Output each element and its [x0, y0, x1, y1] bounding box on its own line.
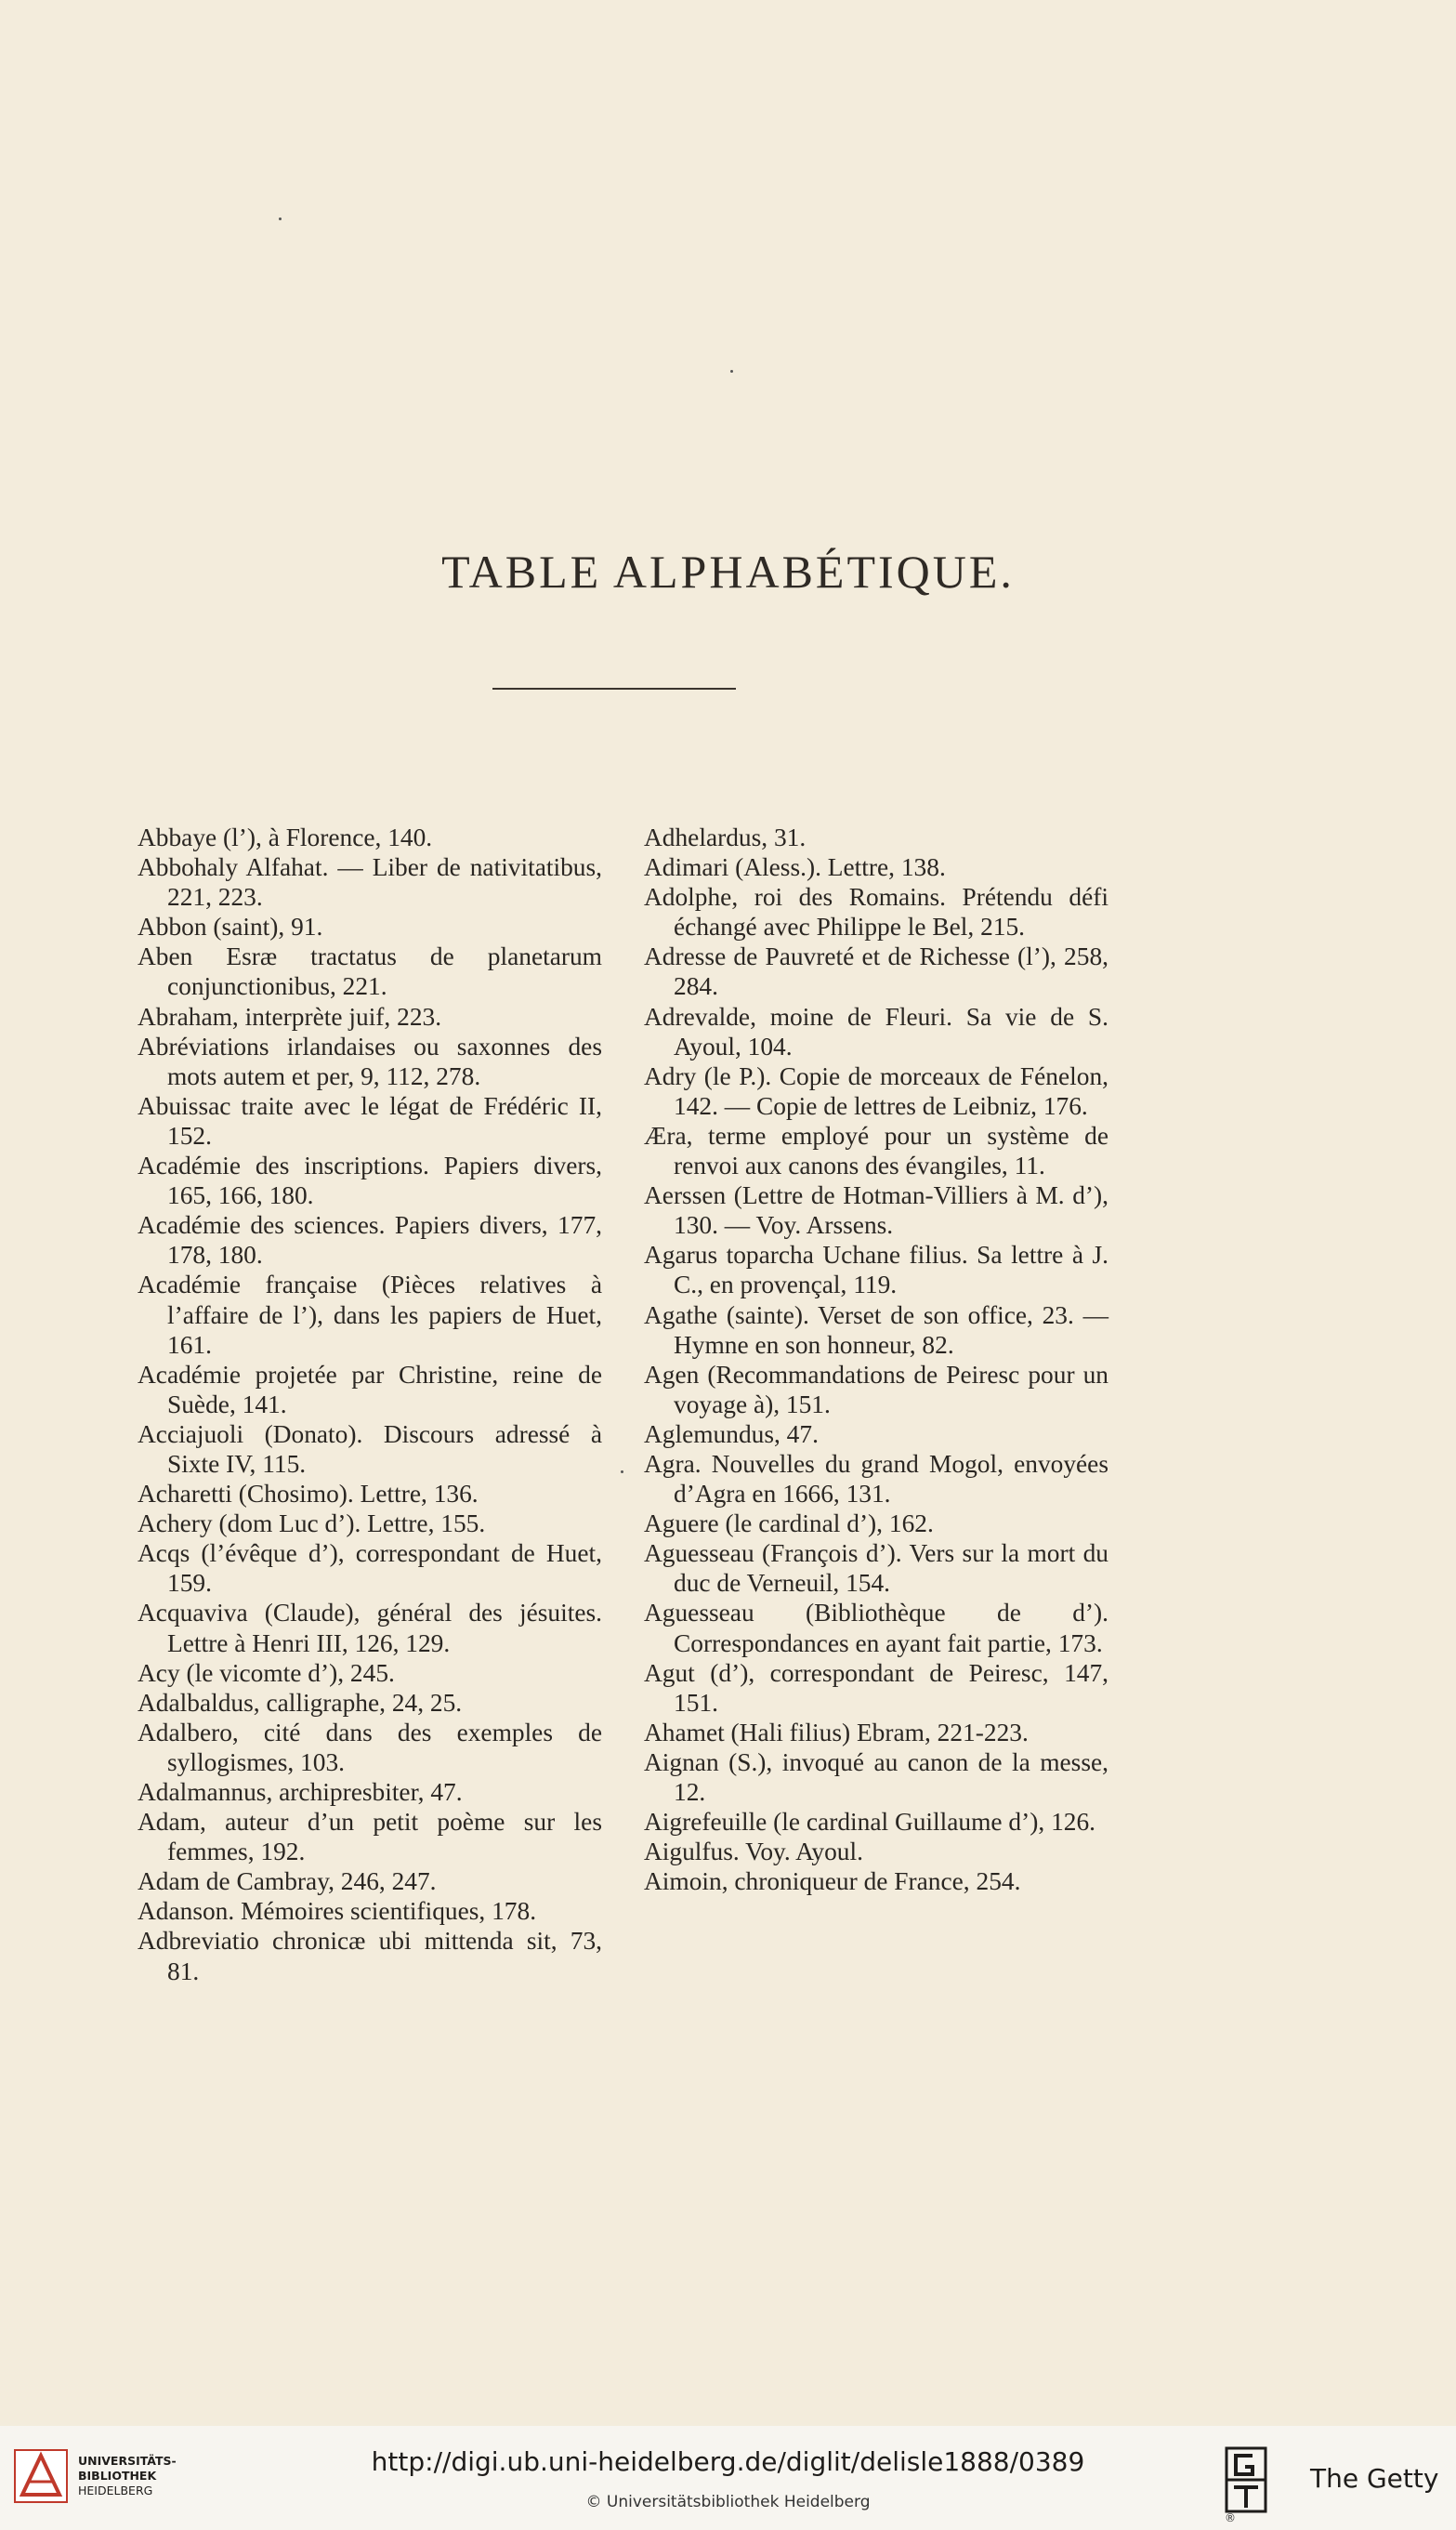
- index-entry: Adam de Cambray, 246, 247.: [138, 1867, 437, 1896]
- index-entry: Aguesseau (Bibliothèque de d’). Correspondances en ayant fait partie, 173.: [644, 1599, 1108, 1657]
- index-column-left: [138, 823, 602, 1986]
- index-entry: Agathe (sainte). Verset de son office, 23. — Hymne en son honneur, 82.: [644, 1300, 1108, 1359]
- footer-bar: [0, 2426, 1456, 2530]
- speck-mark: [730, 370, 733, 373]
- index-entry: Aignan (S.), invoqué au canon de la messe, 12.: [644, 1747, 1108, 1806]
- index-entry: Abbohaly Alfahat. — Liber de nativitatibus, 221, 223.: [138, 853, 602, 912]
- index-column-right: [644, 823, 1108, 1896]
- index-entry: Abbon (saint), 91.: [138, 913, 323, 942]
- index-entry: Aimoin, chroniqueur de France, 254.: [644, 1867, 1021, 1896]
- index-entry: Acharetti (Chosimo). Lettre, 136.: [138, 1480, 479, 1509]
- index-entry: Aigulfus. Voy. Ayoul.: [644, 1838, 863, 1866]
- library-name-line: HEIDELBERG: [78, 2484, 153, 2497]
- permalink-url[interactable]: http://digi.ub.uni-heidelberg.de/diglit/delisle1888/0389: [371, 2446, 1085, 2477]
- index-entry: Aerssen (Lettre de Hotman-Villiers à M. d’), 130. — Voy. Arssens.: [644, 1181, 1108, 1240]
- library-name-line: BIBLIOTHEK: [78, 2469, 157, 2483]
- index-entry: Abréviations irlandaises ou saxonnes des mots autem et per, 9, 112, 278.: [138, 1032, 602, 1090]
- index-entry: Académie projetée par Christine, reine de Suède, 141.: [138, 1360, 602, 1418]
- index-entry: Aguesseau (François d’). Vers sur la mort du duc de Verneuil, 154.: [644, 1539, 1108, 1598]
- index-entry: Agra. Nouvelles du grand Mogol, envoyées d’Agra en 1666, 131.: [644, 1449, 1108, 1509]
- index-entry: Ahamet (Hali filius) Ebram, 221-223.: [644, 1718, 1029, 1746]
- index-entry: Adam, auteur d’un petit poème sur les femmes, 192.: [138, 1808, 602, 1866]
- index-entry: Abuissac traite avec le légat de Frédéric II, 152.: [138, 1091, 602, 1150]
- index-entry: Adhelardus, 31.: [644, 824, 807, 851]
- library-name-line: UNIVERSITÄTS-: [78, 2454, 177, 2468]
- index-entry: Aguere (le cardinal d’), 162.: [644, 1509, 934, 1538]
- index-entry: Adbreviatio chronicæ ubi mittenda sit, 73, 81.: [138, 1927, 602, 1985]
- index-entry: Académie des sciences. Papiers divers, 177, 178, 180.: [138, 1211, 602, 1270]
- registered-mark: ®: [1225, 2511, 1236, 2524]
- page-title: TABLE ALPHABÉTIQUE.: [441, 546, 1015, 598]
- index-entry: Adimari (Aless.). Lettre, 138.: [644, 853, 946, 882]
- index-entry: Abraham, interprète juif, 223.: [138, 1002, 442, 1031]
- index-entry: Adalmannus, archipresbiter, 47.: [138, 1778, 463, 1806]
- index-entry: Agen (Recommandations de Peiresc pour un voyage à), 151.: [644, 1360, 1108, 1418]
- getty-label[interactable]: The Getty: [1310, 2463, 1439, 2494]
- index-entry: Académie des inscriptions. Papiers divers, 165, 166, 180.: [138, 1152, 602, 1210]
- index-entry: Adalbaldus, calligraphe, 24, 25.: [138, 1688, 463, 1717]
- index-entry: Adry (le P.). Copie de morceaux de Fénelon, 142. — Copie de lettres de Leibniz, 176.: [644, 1061, 1108, 1120]
- index-entry: Académie française (Pièces relatives à l’affaire de l’), dans les papiers de Huet, 161.: [138, 1271, 602, 1359]
- index-entry: Adolphe, roi des Romains. Prétendu défi échangé avec Philippe le Bel, 215.: [644, 883, 1108, 942]
- speck-mark: [279, 217, 282, 220]
- index-entry: Aigrefeuille (le cardinal Guillaume d’), 126.: [644, 1808, 1095, 1837]
- index-entry: Acquaviva (Claude), général des jésuites. Lettre à Henri III, 126, 129.: [138, 1599, 602, 1657]
- index-entry: Adalbero, cité dans des exemples de syllogismes, 103.: [138, 1718, 602, 1776]
- copyright-notice: © Universitätsbibliothek Heidelberg: [585, 2493, 871, 2511]
- index-entry: Agarus toparcha Uchane filius. Sa lettre à J. C., en provençal, 119.: [644, 1241, 1108, 1299]
- index-entry: Acqs (l’évêque d’), correspondant de Huet, 159.: [138, 1539, 602, 1598]
- index-entry: Aglemundus, 47.: [644, 1419, 819, 1448]
- index-entry: Adanson. Mémoires scientifiques, 178.: [138, 1897, 537, 1926]
- index-entry: Æra, terme employé pour un système de renvoi aux canons des évangiles, 11.: [644, 1121, 1108, 1180]
- index-entry: Achery (dom Luc d’). Lettre, 155.: [138, 1509, 486, 1538]
- speck-mark: [621, 1470, 623, 1473]
- index-entry: Abbaye (l’), à Florence, 140.: [138, 824, 433, 851]
- index-entry: Acciajuoli (Donato). Discours adressé à Sixte IV, 115.: [138, 1419, 602, 1478]
- index-entry: Adrevalde, moine de Fleuri. Sa vie de S. Ayoul, 104.: [644, 1002, 1108, 1061]
- getty-logo-icon[interactable]: [1225, 2446, 1267, 2513]
- title-rule: [492, 688, 736, 690]
- index-entry: Aben Esræ tractatus de planetarum conjunctionibus, 221.: [138, 942, 602, 1001]
- index-entry: Acy (le vicomte d’), 245.: [138, 1658, 395, 1687]
- index-entry: Adresse de Pauvreté et de Richesse (l’), 258, 284.: [644, 942, 1108, 1001]
- index-entry: Agut (d’), correspondant de Peiresc, 147, 151.: [644, 1658, 1108, 1717]
